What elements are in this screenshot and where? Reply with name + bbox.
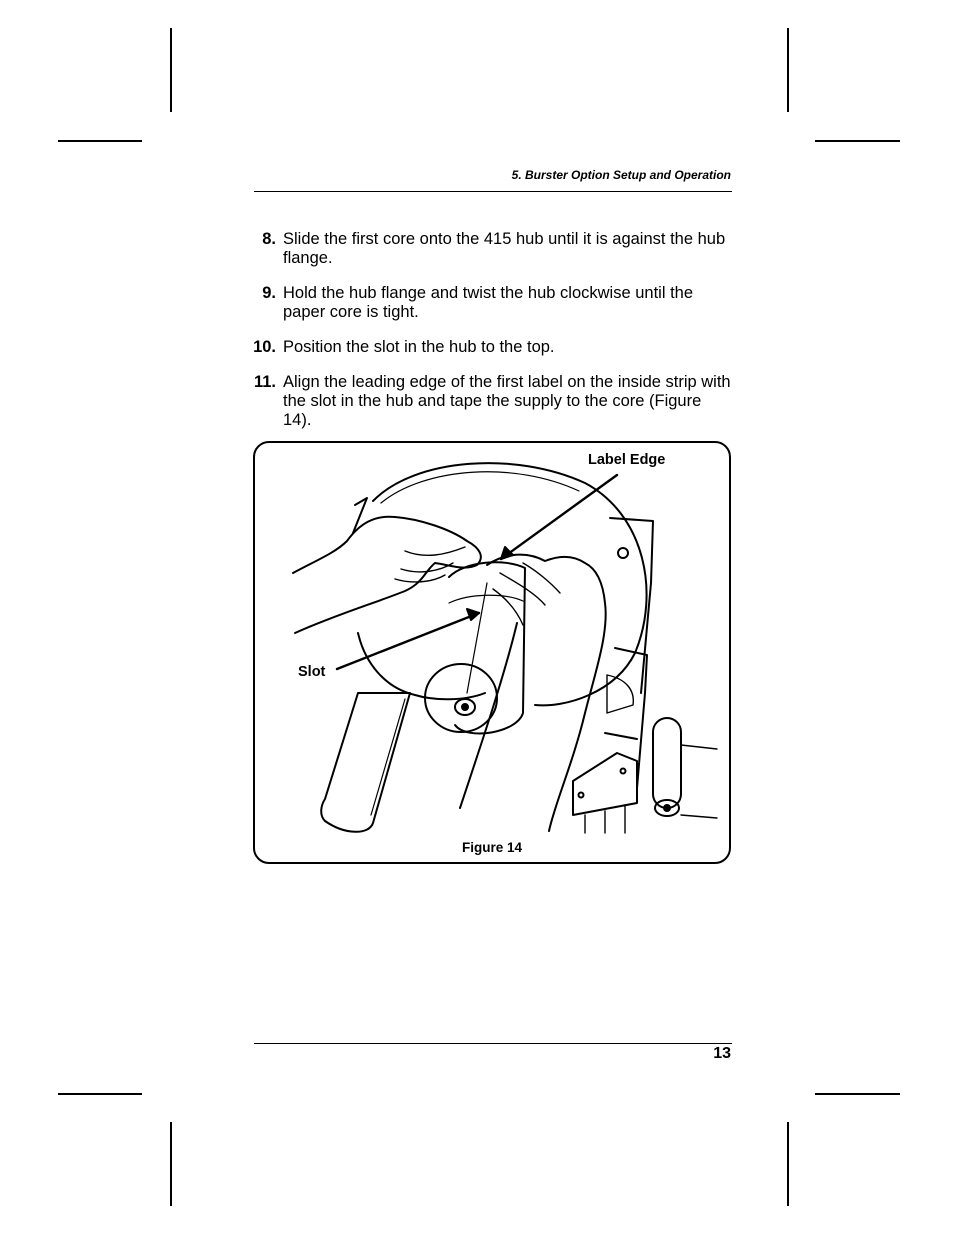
crop-mark-bottom-right-vertical: [787, 1122, 789, 1206]
printer-frame: [605, 648, 647, 788]
crop-mark-top-left-vertical: [170, 28, 172, 112]
step-item: [244, 373, 734, 430]
crop-mark-bottom-left-vertical: [170, 1122, 172, 1206]
support-arm: [321, 693, 410, 832]
core-band: [449, 595, 523, 603]
figure-14: [253, 441, 731, 864]
step-text: Align the leading edge of the first label on the inside strip with the slot in the hub and tape the supply to the core (Figure 14).: [283, 373, 731, 429]
label-edge-arrowhead: [501, 547, 513, 559]
running-head: 5. Burster Option Setup and Operation: [511, 168, 731, 182]
step-item: [244, 284, 734, 322]
roller-shaft: [681, 745, 717, 818]
tear-bracket-screw: [579, 793, 584, 798]
page-number: 13: [713, 1045, 731, 1062]
crop-mark-bottom-left-horizontal: [58, 1093, 142, 1095]
step-list: [244, 230, 734, 446]
crop-mark-top-right-vertical: [787, 28, 789, 112]
figure-caption: Figure 14: [461, 840, 523, 855]
header-rule: [254, 191, 732, 192]
crop-mark-bottom-right-horizontal: [815, 1093, 900, 1095]
step-number: 10.: [253, 338, 276, 356]
burster-roller-axle: [664, 805, 670, 811]
crop-mark-top-left-horizontal: [58, 140, 142, 142]
right-hand-fingers: [493, 563, 560, 625]
core-hub-bolt: [462, 704, 468, 710]
left-hand-fingers: [395, 547, 465, 582]
step-number: 11.: [253, 373, 276, 391]
step-text: Slide the first core onto the 415 hub until it is against the hub flange.: [283, 230, 726, 267]
flange-hole: [618, 548, 628, 558]
step-text: Hold the hub flange and twist the hub clockwise until the paper core is tight.: [283, 284, 694, 321]
step-text: Position the slot in the hub to the top.: [283, 338, 555, 356]
footer-rule: [254, 1043, 732, 1044]
step-number: 8.: [262, 230, 276, 248]
step-item: [244, 230, 734, 268]
slot-leader: [337, 613, 479, 669]
step-item: [244, 338, 734, 357]
tear-bracket-screw: [621, 769, 626, 774]
flange-disc-edge: [358, 633, 485, 699]
burster-roller: [653, 718, 681, 808]
slot-callout: Slot: [298, 664, 326, 680]
label-strip: [607, 675, 633, 713]
core-body: [449, 562, 525, 733]
core-slot-line: [467, 583, 487, 693]
support-arm-inner: [371, 699, 405, 815]
label-edge-leader: [501, 475, 617, 559]
slot-arrowhead: [467, 609, 479, 620]
label-edge-callout: Label Edge: [588, 452, 666, 468]
figure-illustration: [255, 443, 729, 862]
tear-bracket: [573, 753, 637, 815]
flange-disc: [373, 463, 647, 705]
crop-mark-top-right-horizontal: [815, 140, 900, 142]
step-number: 9.: [262, 284, 276, 302]
